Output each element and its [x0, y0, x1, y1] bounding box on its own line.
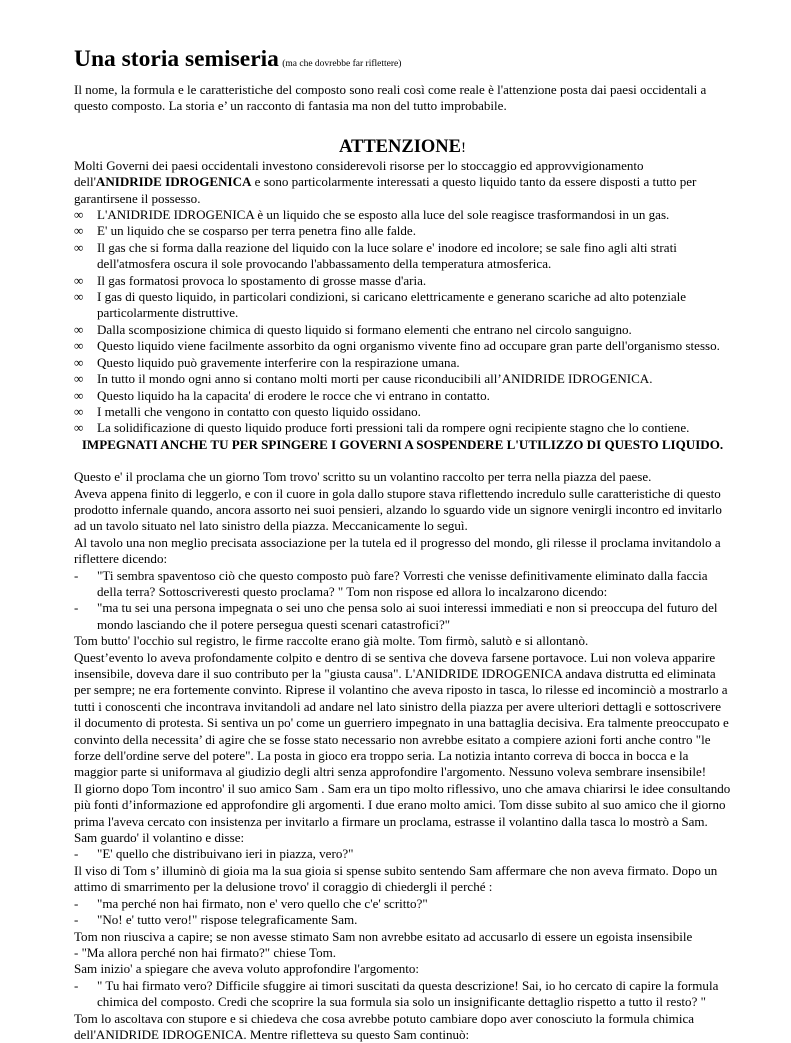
document-title: Una storia semiseria [74, 46, 279, 72]
attention-heading [74, 137, 731, 158]
dialogue-list [74, 568, 731, 634]
story-paragraph: Il viso di Tom s’ illuminò di gioia ma la sua gioia si spense subito sentendo Sam affermare che non aveva firmato. Dopo un attimo di smarrimento per la delusione trovo' il coraggio di chiedergli il perché : [74, 862, 718, 895]
dialogue-item [74, 846, 731, 862]
dialogue-item [74, 568, 731, 601]
dialogue-text: "ma perché non hai firmato, non e' vero quello che c'e' scritto?" [97, 895, 428, 911]
story-paragraph: Questo e' il proclama che un giorno Tom trovo' scritto su un volantino raccolto per terra nella piazza del paese. [74, 469, 652, 485]
dialogue-item [74, 978, 731, 1011]
dialogue-text: " Tu hai firmato vero? Difficile sfuggire ai timori suscitati da questa descrizione! Sai, io ho cercato di capire la formula chimica del composto. Credi che scoprire la sua formula sia solo un insignificante dettaglio rispetto a tutto il resto? " [97, 977, 719, 1010]
fact-text: Questo liquido può gravemente interferire con la respirazione umana. [97, 354, 460, 370]
story-paragraph: Sam inizio' a spiegare che aveva voluto approfondire l'argomento: [74, 961, 420, 977]
dash-bullet: - [74, 567, 79, 583]
story-paragraph: Al tavolo una non meglio precisata associazione per la tutela ed il progresso del mondo, gli rilesse il proclama invitandolo a riflettere dicendo: [74, 534, 721, 567]
document-subtitle: (ma che dovrebbe far riflettere) [282, 59, 402, 69]
facts-list [74, 207, 731, 437]
closing-call: IMPEGNATI ANCHE TU PER SPINGERE I GOVERNI A SOSPENDERE L'UTILIZZO DI QUESTO LIQUIDO. [81, 436, 724, 452]
list-item [74, 273, 731, 289]
infinity-bullet: ∞ [74, 272, 84, 288]
list-item [74, 338, 731, 354]
fact-text: E' un liquido che se cosparso per terra penetra fino alle falde. [97, 223, 416, 239]
section-gap [74, 453, 731, 469]
infinity-bullet: ∞ [74, 207, 84, 223]
infinity-bullet: ∞ [74, 354, 84, 370]
dialogue-list [74, 896, 731, 929]
infinity-bullet: ∞ [74, 403, 84, 419]
dash-bullet: - [74, 977, 79, 993]
infinity-bullet: ∞ [74, 420, 84, 436]
fact-text: I metalli che vengono in contatto con questo liquido ossidano. [97, 403, 421, 419]
story-paragraph: Tom non riusciva a capire; se non avesse stimato Sam non avrebbe esitato ad accusarlo di essere un egoista insensibile [74, 928, 693, 944]
list-item [74, 240, 731, 273]
story-paragraph: - "Ma allora perché non hai firmato?" chiese Tom. [74, 944, 337, 960]
story-paragraph: Aveva appena finito di leggerlo, e con il cuore in gola dallo stupore stava riflettendo incredulo sulle caratteristiche di questo prodotto infernale quando, ancora assorto nei suoi pensieri, alzando lo sguardo vide un signore venirgli incontro ed invitarlo ad un tavolo situato nel lato sinistro della piazza. Meccanicamente lo seguì. [74, 485, 722, 534]
fact-text: Questo liquido viene facilmente assorbito da ogni organismo vivente fino ad occupare gran parte dell'organismo stesso. [97, 338, 720, 354]
fact-text: Dalla scomposizione chimica di questo liquido si formano elementi che entrano nel circolo sanguigno. [97, 321, 632, 337]
dialogue-item [74, 912, 731, 928]
fact-text: I gas di questo liquido, in particolari condizioni, si caricano elettricamente e generano scariche ad alto potenziale particolarmente distruttive. [97, 289, 687, 321]
list-item [74, 388, 731, 404]
dialogue-list [74, 846, 731, 862]
fact-text: Il gas formatosi provoca lo spostamento di grosse masse d'aria. [97, 272, 427, 288]
dash-bullet: - [74, 846, 79, 862]
infinity-bullet: ∞ [74, 338, 84, 354]
infinity-bullet: ∞ [74, 239, 84, 255]
governments-paragraph [74, 158, 731, 207]
governments-text-end: e sono particolarmente interessati a questo liquido tanto da essere disposti a tutto per garantirsene il possesso. [74, 174, 697, 206]
governments-text-start: Molti Governi dei paesi occidentali investono considerevoli risorse per lo stoccaggio ed approvvigionamento dell' [74, 157, 644, 190]
list-item [74, 371, 731, 387]
attention-heading-text: ATTENZIONE [339, 136, 461, 157]
list-item [74, 404, 731, 420]
list-item [74, 355, 731, 371]
fact-text: L'ANIDRIDE IDROGENICA è un liquido che se esposto alla luce del sole reagisce trasformandosi in un gas. [97, 207, 670, 223]
story-paragraph: Il giorno dopo Tom incontro' il suo amico Sam . Sam era un tipo molto riflessivo, uno che amava chiarirsi le idee consultando più fonti d’informazione ed approfondire gli argomenti. I due erano molto amici. Tom disse subito al suo amico che il giorno prima l'aveva cercato con insistenza per invitarlo a firmare un proclama, estrasse il volantino dalla tasca lo mostrò a Sam. Sam guardo' il volantino e disse: [74, 780, 731, 846]
dialogue-item [74, 896, 731, 912]
list-item [74, 420, 731, 436]
fact-text: La solidificazione di questo liquido produce forti pressioni tali da rompere ogni recipiente stagno che lo contiene. [97, 420, 690, 436]
dialogue-text: "ma tu sei una persona impegnata o sei uno che pensa solo ai suoi interessi immediati e non si preoccupa del futuro del mondo lasciando che il potere persegua questi scenari catastrofici?" [97, 600, 718, 632]
infinity-bullet: ∞ [74, 387, 84, 403]
infinity-bullet: ∞ [74, 223, 84, 239]
list-item [74, 322, 731, 338]
attention-mark: ! [461, 139, 466, 156]
title-line [74, 44, 731, 79]
list-item [74, 207, 731, 223]
dash-bullet: - [74, 895, 79, 911]
infinity-bullet: ∞ [74, 321, 84, 337]
dialogue-text: "E' quello che distribuivano ieri in piazza, vero?" [97, 846, 354, 862]
story-paragraph: Tom lo ascoltava con stupore e si chiedeva che cosa avrebbe potuto cambiare dopo aver conosciuto la formula chimica dell'ANIDRIDE IDROGENICA. Mentre rifletteva su questo Sam continuò: [74, 1010, 695, 1042]
fact-text: In tutto il mondo ogni anno si contano molti morti per cause riconducibili all’ANIDRIDE IDROGENICA. [97, 371, 653, 387]
fact-text: Il gas che si forma dalla reazione del liquido con la luce solare e' inodore ed incolore; se sale fino agli alti strati dell'atmosfera oscura il sole provocando l'abbassamento della temperatura atmosferica. [97, 239, 677, 272]
dash-bullet: - [74, 600, 79, 616]
infinity-bullet: ∞ [74, 371, 84, 387]
list-item [74, 223, 731, 239]
dash-bullet: - [74, 912, 79, 928]
dialogue-item [74, 600, 731, 633]
story-paragraph: Tom butto' l'occhio sul registro, le firme raccolte erano già molte. Tom firmò, salutò e si allontanò. [74, 633, 589, 649]
dialogue-list [74, 978, 731, 1011]
story-paragraph: Quest’evento lo aveva profondamente colpito e dentro di se sentiva che doveva farsene portavoce. Lui non voleva apparire insensibile, doveva dare il suo contributo per la "giusta causa". L'ANIDRIDE IDROGENICA andava distrutta ed eliminata per sempre; ne era fortemente convinto. Riprese il volantino che aveva riposto in tasca, lo rilesse ed incominciò a mostrarlo a tutti i conoscenti che incontrava invitandoli ad andare nel lato sinistro della piazza per avere ulteriori dettagli e sottoscrivere il documento di protesta. Si sentiva un po' come un guerriero impegnato in una battaglia decisiva. Era talmente preoccupato e convinto della necessita’ di agire che se fosse stato necessario non avrebbe esitato a compiere azioni forti anche contro "le forze dell'ordine serve del potere". La posta in gioco era troppo seria. La notizia intanto correva di bocca in bocca e la maggior parte si uniformava al giudizio degli altri senza approfondire l'argomento. Nessuno voleva sembrare insensibile! [74, 649, 729, 780]
governments-bold: ANIDRIDE IDROGENICA [95, 174, 252, 190]
dialogue-text: "No! e' tutto vero!" rispose telegraficamente Sam. [97, 912, 358, 928]
fact-text: Questo liquido ha la capacita' di erodere le rocce che vi entrano in contatto. [97, 387, 490, 403]
list-item [74, 289, 731, 322]
infinity-bullet: ∞ [74, 289, 84, 305]
intro-paragraph: Il nome, la formula e le caratteristiche del composto sono reali così come reale è l'attenzione posta dai paesi occidentali a questo composto. La storia e’ un racconto di fantasia ma non del tutto improbabile. [74, 82, 707, 114]
dialogue-text: "Ti sembra spaventoso ciò che questo composto può fare? Vorresti che venisse definitivamente eliminato dalla faccia della terra? Sottoscriveresti questo proclama? " Tom non rispose ed allora lo incalzarono dicendo: [97, 567, 708, 599]
